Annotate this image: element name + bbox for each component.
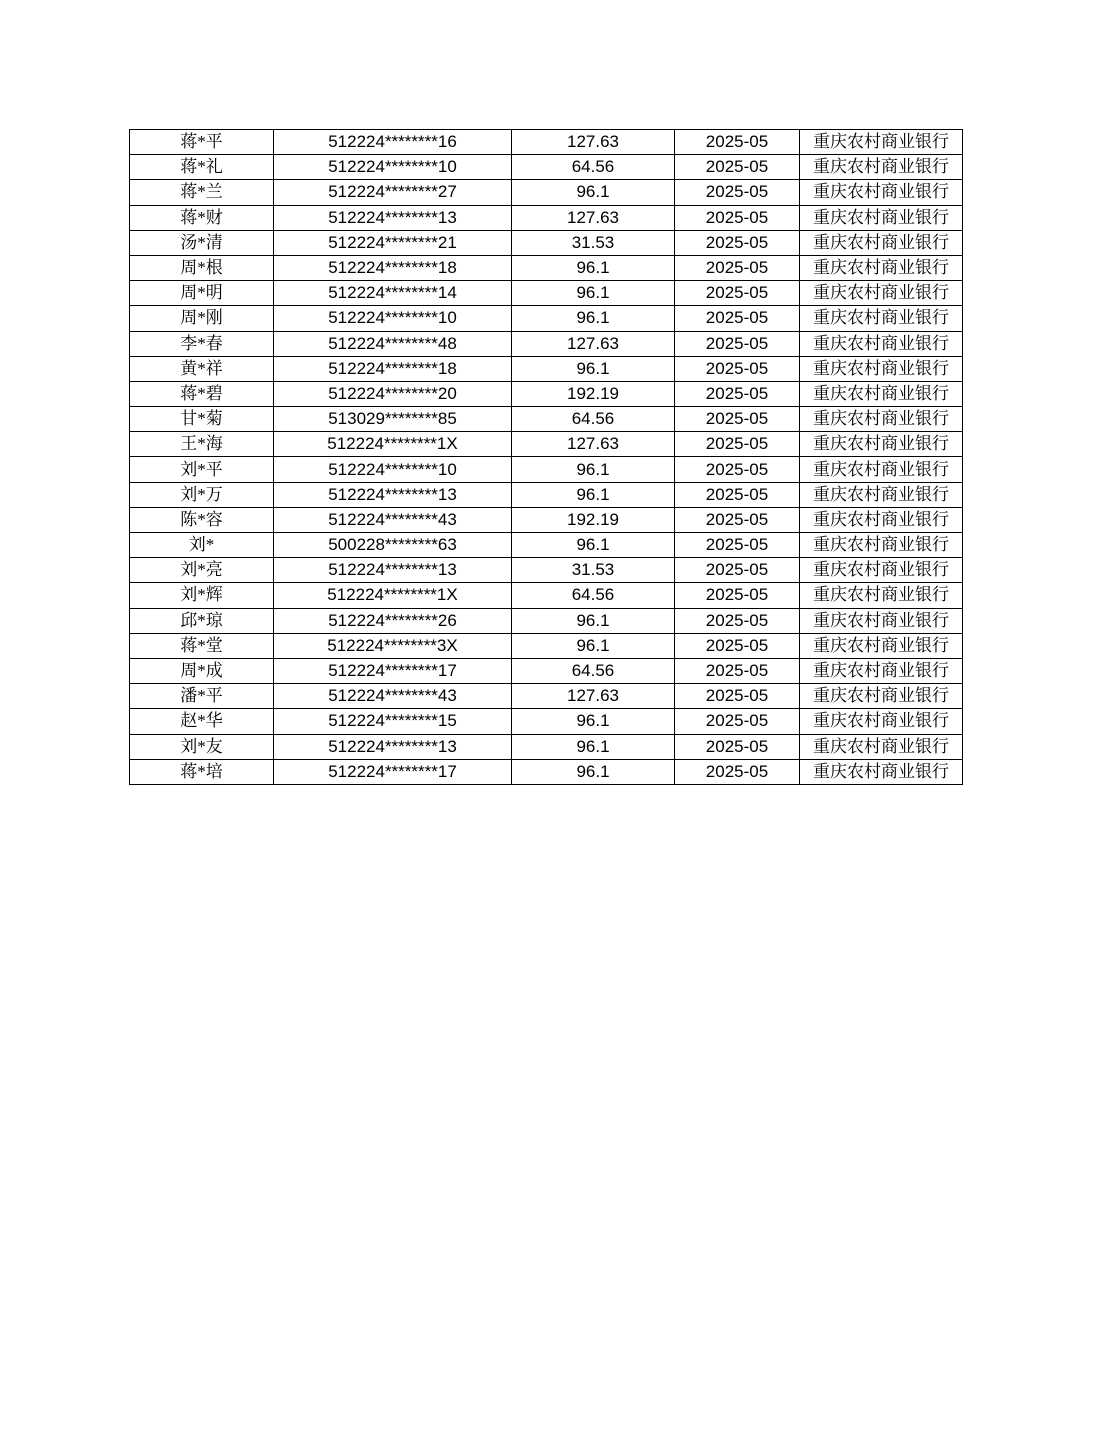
table-row bbox=[130, 457, 963, 482]
name-cell: 蒋*培 bbox=[130, 759, 274, 784]
name-cell: 赵*华 bbox=[130, 709, 274, 734]
name-cell: 周*刚 bbox=[130, 306, 274, 331]
table-row bbox=[130, 432, 963, 457]
period-cell: 2025-05 bbox=[675, 558, 800, 583]
name-cell: 汤*清 bbox=[130, 230, 274, 255]
bank-cell: 重庆农村商业银行 bbox=[800, 356, 963, 381]
table-row bbox=[130, 331, 963, 356]
period-cell: 2025-05 bbox=[675, 608, 800, 633]
id-number-cell: 500228********63 bbox=[274, 533, 512, 558]
amount-cell: 96.1 bbox=[512, 281, 675, 306]
table-row bbox=[130, 255, 963, 280]
name-cell: 陈*容 bbox=[130, 507, 274, 532]
bank-cell: 重庆农村商业银行 bbox=[800, 608, 963, 633]
bank-cell: 重庆农村商业银行 bbox=[800, 533, 963, 558]
period-cell: 2025-05 bbox=[675, 205, 800, 230]
table-row bbox=[130, 482, 963, 507]
amount-cell: 96.1 bbox=[512, 533, 675, 558]
amount-cell: 127.63 bbox=[512, 684, 675, 709]
table-row bbox=[130, 709, 963, 734]
bank-cell: 重庆农村商业银行 bbox=[800, 734, 963, 759]
period-cell: 2025-05 bbox=[675, 759, 800, 784]
amount-cell: 64.56 bbox=[512, 407, 675, 432]
table-row bbox=[130, 533, 963, 558]
bank-cell: 重庆农村商业银行 bbox=[800, 230, 963, 255]
amount-cell: 96.1 bbox=[512, 759, 675, 784]
bank-cell: 重庆农村商业银行 bbox=[800, 281, 963, 306]
amount-cell: 96.1 bbox=[512, 734, 675, 759]
table-row bbox=[130, 608, 963, 633]
records-table-body bbox=[130, 130, 963, 785]
period-cell: 2025-05 bbox=[675, 658, 800, 683]
period-cell: 2025-05 bbox=[675, 130, 800, 155]
bank-cell: 重庆农村商业银行 bbox=[800, 457, 963, 482]
bank-cell: 重庆农村商业银行 bbox=[800, 155, 963, 180]
bank-cell: 重庆农村商业银行 bbox=[800, 407, 963, 432]
name-cell: 邱*琼 bbox=[130, 608, 274, 633]
records-table bbox=[129, 129, 963, 785]
amount-cell: 127.63 bbox=[512, 205, 675, 230]
table-row bbox=[130, 180, 963, 205]
bank-cell: 重庆农村商业银行 bbox=[800, 306, 963, 331]
table-row bbox=[130, 205, 963, 230]
id-number-cell: 512224********16 bbox=[274, 130, 512, 155]
id-number-cell: 512224********27 bbox=[274, 180, 512, 205]
bank-cell: 重庆农村商业银行 bbox=[800, 255, 963, 280]
period-cell: 2025-05 bbox=[675, 633, 800, 658]
period-cell: 2025-05 bbox=[675, 407, 800, 432]
table-row bbox=[130, 658, 963, 683]
name-cell: 潘*平 bbox=[130, 684, 274, 709]
bank-cell: 重庆农村商业银行 bbox=[800, 205, 963, 230]
id-number-cell: 512224********43 bbox=[274, 684, 512, 709]
table-row bbox=[130, 356, 963, 381]
period-cell: 2025-05 bbox=[675, 709, 800, 734]
id-number-cell: 512224********10 bbox=[274, 457, 512, 482]
id-number-cell: 512224********43 bbox=[274, 507, 512, 532]
period-cell: 2025-05 bbox=[675, 230, 800, 255]
id-number-cell: 512224********18 bbox=[274, 255, 512, 280]
name-cell: 黄*祥 bbox=[130, 356, 274, 381]
table-row bbox=[130, 734, 963, 759]
amount-cell: 96.1 bbox=[512, 356, 675, 381]
amount-cell: 192.19 bbox=[512, 507, 675, 532]
id-number-cell: 512224********21 bbox=[274, 230, 512, 255]
amount-cell: 192.19 bbox=[512, 381, 675, 406]
id-number-cell: 512224********10 bbox=[274, 155, 512, 180]
amount-cell: 96.1 bbox=[512, 180, 675, 205]
table-row bbox=[130, 507, 963, 532]
amount-cell: 31.53 bbox=[512, 230, 675, 255]
period-cell: 2025-05 bbox=[675, 432, 800, 457]
period-cell: 2025-05 bbox=[675, 533, 800, 558]
name-cell: 刘*平 bbox=[130, 457, 274, 482]
period-cell: 2025-05 bbox=[675, 180, 800, 205]
amount-cell: 127.63 bbox=[512, 331, 675, 356]
bank-cell: 重庆农村商业银行 bbox=[800, 709, 963, 734]
name-cell: 蒋*财 bbox=[130, 205, 274, 230]
period-cell: 2025-05 bbox=[675, 583, 800, 608]
name-cell: 刘*辉 bbox=[130, 583, 274, 608]
bank-cell: 重庆农村商业银行 bbox=[800, 658, 963, 683]
name-cell: 周*明 bbox=[130, 281, 274, 306]
amount-cell: 127.63 bbox=[512, 432, 675, 457]
period-cell: 2025-05 bbox=[675, 331, 800, 356]
id-number-cell: 512224********14 bbox=[274, 281, 512, 306]
period-cell: 2025-05 bbox=[675, 281, 800, 306]
period-cell: 2025-05 bbox=[675, 155, 800, 180]
id-number-cell: 512224********1X bbox=[274, 432, 512, 457]
id-number-cell: 512224********20 bbox=[274, 381, 512, 406]
amount-cell: 96.1 bbox=[512, 608, 675, 633]
amount-cell: 96.1 bbox=[512, 709, 675, 734]
table-row bbox=[130, 759, 963, 784]
id-number-cell: 512224********1X bbox=[274, 583, 512, 608]
name-cell: 蒋*平 bbox=[130, 130, 274, 155]
name-cell: 蒋*礼 bbox=[130, 155, 274, 180]
table-row bbox=[130, 633, 963, 658]
name-cell: 蒋*兰 bbox=[130, 180, 274, 205]
table-row bbox=[130, 583, 963, 608]
table-row bbox=[130, 230, 963, 255]
id-number-cell: 512224********13 bbox=[274, 558, 512, 583]
table-row bbox=[130, 155, 963, 180]
id-number-cell: 512224********13 bbox=[274, 482, 512, 507]
period-cell: 2025-05 bbox=[675, 482, 800, 507]
amount-cell: 96.1 bbox=[512, 457, 675, 482]
period-cell: 2025-05 bbox=[675, 684, 800, 709]
name-cell: 刘*亮 bbox=[130, 558, 274, 583]
table-row bbox=[130, 130, 963, 155]
name-cell: 周*根 bbox=[130, 255, 274, 280]
bank-cell: 重庆农村商业银行 bbox=[800, 684, 963, 709]
id-number-cell: 513029********85 bbox=[274, 407, 512, 432]
bank-cell: 重庆农村商业银行 bbox=[800, 583, 963, 608]
table-row bbox=[130, 558, 963, 583]
bank-cell: 重庆农村商业银行 bbox=[800, 130, 963, 155]
period-cell: 2025-05 bbox=[675, 306, 800, 331]
period-cell: 2025-05 bbox=[675, 381, 800, 406]
period-cell: 2025-05 bbox=[675, 356, 800, 381]
id-number-cell: 512224********10 bbox=[274, 306, 512, 331]
table-row bbox=[130, 306, 963, 331]
name-cell: 周*成 bbox=[130, 658, 274, 683]
period-cell: 2025-05 bbox=[675, 734, 800, 759]
name-cell: 王*海 bbox=[130, 432, 274, 457]
bank-cell: 重庆农村商业银行 bbox=[800, 633, 963, 658]
name-cell: 刘* bbox=[130, 533, 274, 558]
bank-cell: 重庆农村商业银行 bbox=[800, 507, 963, 532]
id-number-cell: 512224********26 bbox=[274, 608, 512, 633]
bank-cell: 重庆农村商业银行 bbox=[800, 482, 963, 507]
amount-cell: 96.1 bbox=[512, 306, 675, 331]
table-row bbox=[130, 407, 963, 432]
id-number-cell: 512224********15 bbox=[274, 709, 512, 734]
name-cell: 甘*菊 bbox=[130, 407, 274, 432]
amount-cell: 31.53 bbox=[512, 558, 675, 583]
amount-cell: 64.56 bbox=[512, 155, 675, 180]
bank-cell: 重庆农村商业银行 bbox=[800, 331, 963, 356]
amount-cell: 96.1 bbox=[512, 255, 675, 280]
id-number-cell: 512224********13 bbox=[274, 205, 512, 230]
id-number-cell: 512224********17 bbox=[274, 759, 512, 784]
id-number-cell: 512224********3X bbox=[274, 633, 512, 658]
amount-cell: 64.56 bbox=[512, 583, 675, 608]
table-row bbox=[130, 381, 963, 406]
name-cell: 刘*友 bbox=[130, 734, 274, 759]
name-cell: 李*春 bbox=[130, 331, 274, 356]
bank-cell: 重庆农村商业银行 bbox=[800, 180, 963, 205]
name-cell: 刘*万 bbox=[130, 482, 274, 507]
id-number-cell: 512224********48 bbox=[274, 331, 512, 356]
name-cell: 蒋*碧 bbox=[130, 381, 274, 406]
amount-cell: 96.1 bbox=[512, 633, 675, 658]
bank-cell: 重庆农村商业银行 bbox=[800, 381, 963, 406]
id-number-cell: 512224********18 bbox=[274, 356, 512, 381]
table-row bbox=[130, 281, 963, 306]
bank-cell: 重庆农村商业银行 bbox=[800, 759, 963, 784]
amount-cell: 127.63 bbox=[512, 130, 675, 155]
period-cell: 2025-05 bbox=[675, 255, 800, 280]
period-cell: 2025-05 bbox=[675, 507, 800, 532]
bank-cell: 重庆农村商业银行 bbox=[800, 558, 963, 583]
id-number-cell: 512224********17 bbox=[274, 658, 512, 683]
table-row bbox=[130, 684, 963, 709]
name-cell: 蒋*堂 bbox=[130, 633, 274, 658]
bank-cell: 重庆农村商业银行 bbox=[800, 432, 963, 457]
amount-cell: 96.1 bbox=[512, 482, 675, 507]
amount-cell: 64.56 bbox=[512, 658, 675, 683]
period-cell: 2025-05 bbox=[675, 457, 800, 482]
id-number-cell: 512224********13 bbox=[274, 734, 512, 759]
